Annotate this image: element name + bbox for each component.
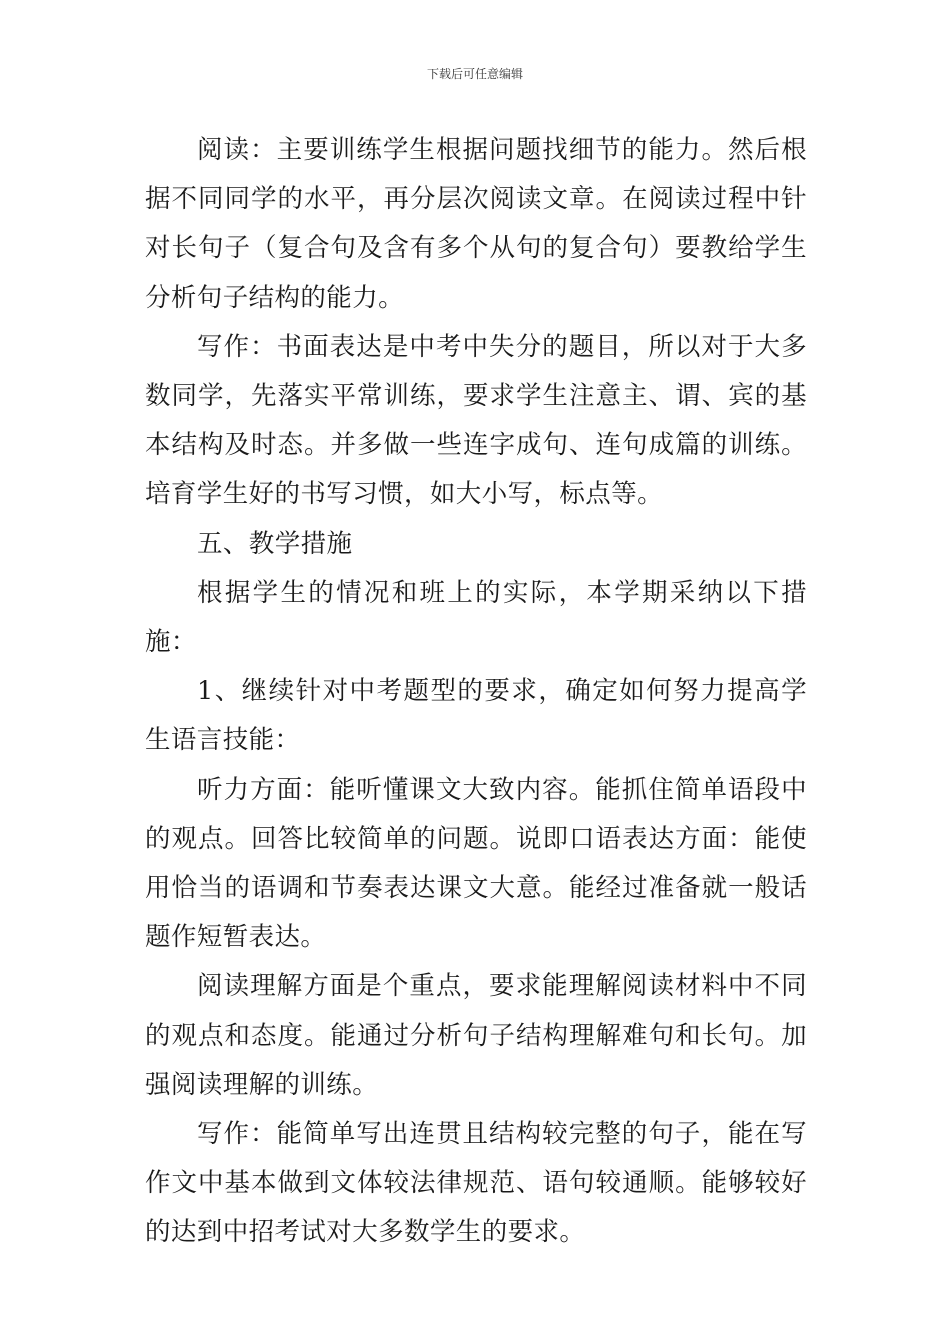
document-body bbox=[145, 126, 807, 1258]
section-heading: 五、教学措施 bbox=[197, 528, 353, 559]
paragraph-measures-intro: 根据学生的情况和班上的实际，本学期采纳以下措施： bbox=[145, 577, 807, 658]
page-header: 下载后可任意编辑 bbox=[426, 67, 523, 81]
paragraph-writing: 写作：书面表达是中考中失分的题目，所以对于大多数同学，先落实平常训练，要求学生注意主、谓、宾的基本结构及时态。并多做一些连字成句、连句成篇的训练。培育学生好的书写习惯，如大小写，标点等。 bbox=[145, 331, 807, 510]
paragraph-reading: 阅读：主要训练学生根据问题找细节的能力。然后根据不同同学的水平，再分层次阅读文章。在阅读过程中针对长句子（复合句及含有多个从句的复合句）要教给学生分析句子结构的能力。 bbox=[145, 135, 807, 313]
paragraph-listening: 听力方面：能听懂课文大致内容。能抓住简单语段中的观点。回答比较简单的问题。说即口语表达方面：能使用恰当的语调和节奏表达课文大意。能经过准备就一般话题作短暂表达。 bbox=[145, 774, 807, 953]
paragraph-reading-comprehension: 阅读理解方面是个重点，要求能理解阅读材料中不同的观点和态度。能通过分析句子结构理解难句和长句。加强阅读理解的训练。 bbox=[145, 971, 807, 1100]
paragraph-item-1: 1、继续针对中考题型的要求，确定如何努力提高学生语言技能： bbox=[145, 676, 807, 756]
paragraph-writing-goals: 写作：能简单写出连贯且结构较完整的句子，能在写作文中基本做到文体较法律规范、语句较通顺。能够较好的达到中招考试对大多数学生的要求。 bbox=[145, 1119, 807, 1248]
